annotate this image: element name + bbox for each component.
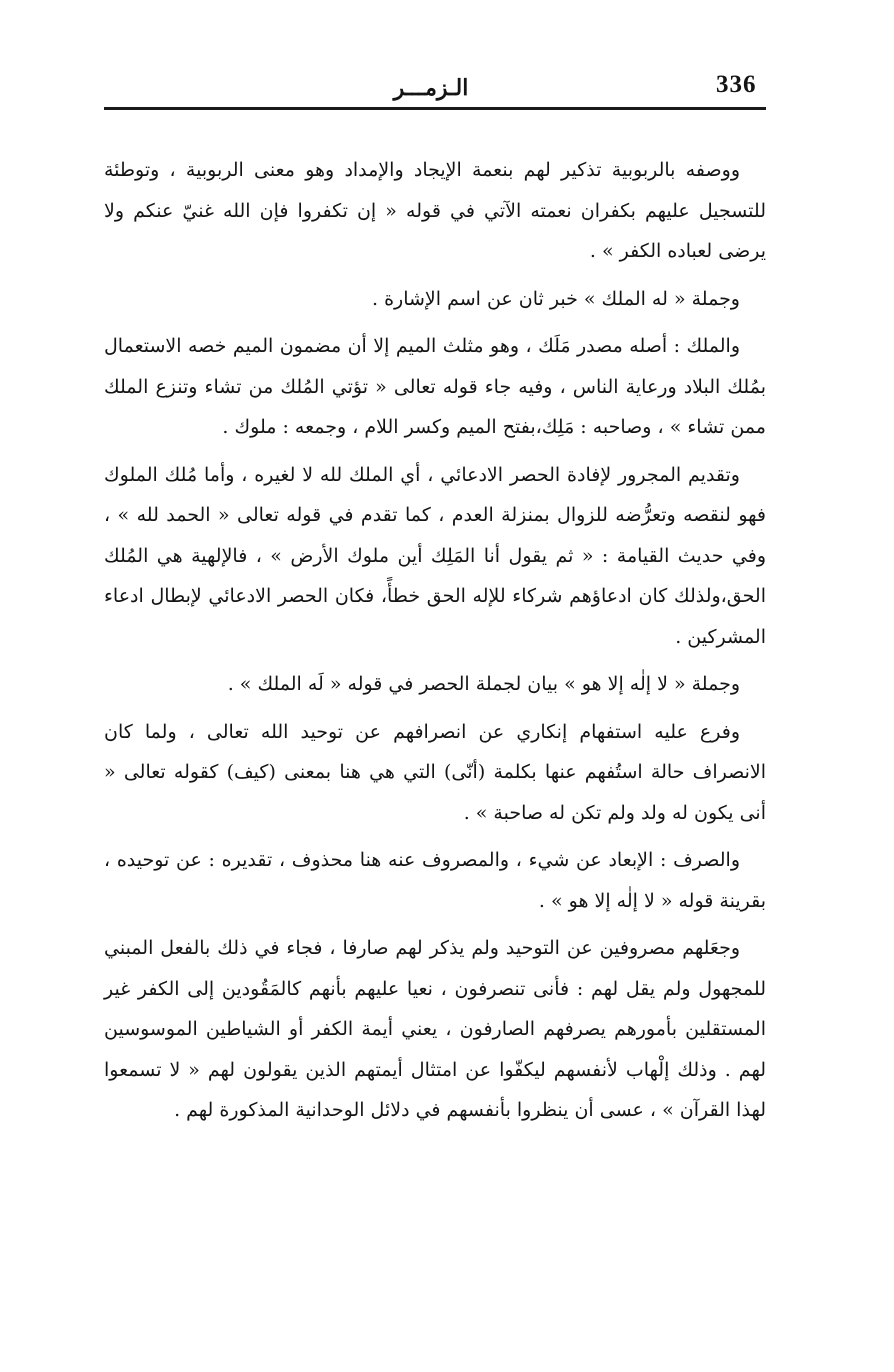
paragraph: وجعَلهم مصروفين عن التوحيد ولم يذكر لهم صارفا ، فجاء في ذلك بالفعل المبني للمجهول ولم يقل لهم : فأنى تنصرفون ، نعيا عليهم بأنهم كالمَقُودين إلى الكفر غير المستقلين بأمورهم يصرفهم الصارفون ، يعني أيمة الكفر أو الشياطين الموسوسين لهم . وذلك إلْهاب لأنفسهم ليكفّوا عن امتثال أيمتهم الذين يقولون لهم « لا تسمعوا لهذا القرآن » ، عسى أن ينظروا بأنفسهم في دلائل الوحدانية المذكورة لهم . bbox=[104, 937, 766, 1121]
header-rule bbox=[104, 107, 766, 110]
paragraph: وجملة « لا إلٰه إلا هو » بيان لجملة الحصر في قوله « لَه الملك » . bbox=[227, 673, 740, 695]
paragraph: وفرع عليه استفهام إنكاري عن انصرافهم عن توحيد الله تعالى ، ولما كان الانصراف حالة استُفهم عنها بكلمة (أنّى) التي هي هنا بمعنى (كيف) كقوله تعالى « أنى يكون له ولد ولم تكن له صاحبة » . bbox=[104, 720, 766, 824]
running-title: الـزمـــر bbox=[393, 75, 469, 101]
paragraph: وتقديم المجرور لإفادة الحصر الادعائي ، أي الملك لله لا لغيره ، وأما مُلك الملوك فهو لنقصه وتعرُّضه للزوال بمنزلة العدم ، كما تقدم في قوله تعالى « الحمد لله » ، وفي حديث القيامة : « ثم يقول أنا المَلِك أين ملوك الأرض » ، فالإلهية هي المُلك الحق،ولذلك كان ادعاؤهم شركاء للإله الحق خطأً، فكان الحصر الادعائي لإبطال ادعاء المشركين . bbox=[104, 463, 766, 648]
body-text bbox=[104, 150, 766, 1138]
paragraph: والصرف : الإبعاد عن شيء ، والمصروف عنه هنا محذوف ، تقديره : عن توحيده ، بقرينة قوله « لا إلٰه إلا هو » . bbox=[104, 849, 766, 912]
paragraph: والملك : أصله مصدر مَلَك ، وهو مثلث الميم إلا أن مضمون الميم خصه الاستعمال بمُلك البلاد ورعاية الناس ، وفيه جاء قوله تعالى « تؤتي المُلك من تشاء وتنزع الملك ممن تشاء » ، وصاحبه : مَلِك،بفتح الميم وكسر اللام ، وجمعه : ملوك . bbox=[104, 335, 766, 438]
page-number: 336 bbox=[716, 71, 757, 98]
paragraph: ووصفه بالربوبية تذكير لهم بنعمة الإيجاد والإمداد وهو معنى الربوبية ، وتوطئة للتسجيل عليهم بكفران نعمته الآتي في قوله « إن تكفروا فإن الله غنيّ عنكم ولا يرضى لعباده الكفر » . bbox=[104, 159, 766, 262]
paragraph: وجملة « له الملك » خبر ثان عن اسم الإشارة . bbox=[372, 287, 740, 310]
